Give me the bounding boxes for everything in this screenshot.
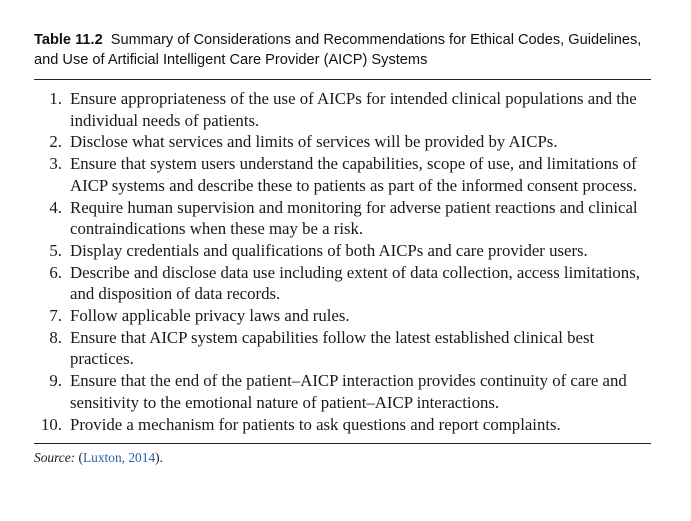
item-text: Ensure that AICP system capabilities follow the latest established clinical best practices. xyxy=(70,327,595,369)
source-note xyxy=(34,450,651,466)
list-item xyxy=(34,305,651,327)
list-item xyxy=(34,88,651,131)
item-text: Ensure that the end of the patient–AICP interaction provides continuity of care and sensitivity to the emotional nature of patient–AICP interactions. xyxy=(70,371,627,412)
source-label: Source: xyxy=(34,450,76,466)
source-close-paren: ). xyxy=(155,450,163,466)
item-text: Follow applicable privacy laws and rules. xyxy=(70,306,350,326)
item-number: 7. xyxy=(49,306,62,326)
item-text: Provide a mechanism for patients to ask questions and report complaints. xyxy=(70,414,561,434)
recommendation-list xyxy=(34,80,651,435)
list-item xyxy=(34,197,651,240)
item-text: Display credentials and qualifications of both AICPs and care provider users. xyxy=(70,240,588,260)
item-number: 8. xyxy=(49,327,62,347)
source-citation-link[interactable]: Luxton, 2014 xyxy=(82,450,156,466)
item-text: Describe and disclose data use including extent of data collection, access limitations, and disposition of data records. xyxy=(70,262,640,304)
item-text: Disclose what services and limits of services will be provided by AICPs. xyxy=(70,132,558,152)
list-item xyxy=(34,131,651,153)
list-item xyxy=(34,370,651,413)
list-item xyxy=(34,327,651,370)
table-label: Table 11.2 xyxy=(34,32,103,48)
bottom-rule xyxy=(34,443,651,444)
item-number: 2. xyxy=(49,132,62,152)
item-number: 5. xyxy=(49,240,62,260)
item-text: Ensure appropriateness of the use of AICPs for intended clinical populations and the individual needs of patients. xyxy=(70,89,637,130)
list-item xyxy=(34,262,651,305)
item-text: Require human supervision and monitoring for adverse patient reactions and clinical contraindications when these may be a risk. xyxy=(70,197,638,239)
item-number: 9. xyxy=(49,371,62,391)
item-text: Ensure that system users understand the capabilities, scope of use, and limitations of AICP systems and describe these to patients as part of the informed consent process. xyxy=(70,154,638,195)
table-block xyxy=(34,30,651,466)
list-item xyxy=(34,153,651,196)
item-number: 6. xyxy=(49,262,62,282)
source-open-paren: ( xyxy=(78,450,83,466)
list-item xyxy=(34,240,651,262)
table-title: Summary of Considerations and Recommendations for Ethical Codes, Guidelines, and Use of Artificial Intelligent Care Provider (AICP) Systems xyxy=(34,32,642,68)
item-number: 3. xyxy=(49,154,62,174)
item-number: 1. xyxy=(49,89,62,108)
item-number: 10. xyxy=(41,414,62,434)
item-number: 4. xyxy=(49,197,62,217)
table-caption xyxy=(34,30,651,70)
list-item xyxy=(34,414,651,436)
